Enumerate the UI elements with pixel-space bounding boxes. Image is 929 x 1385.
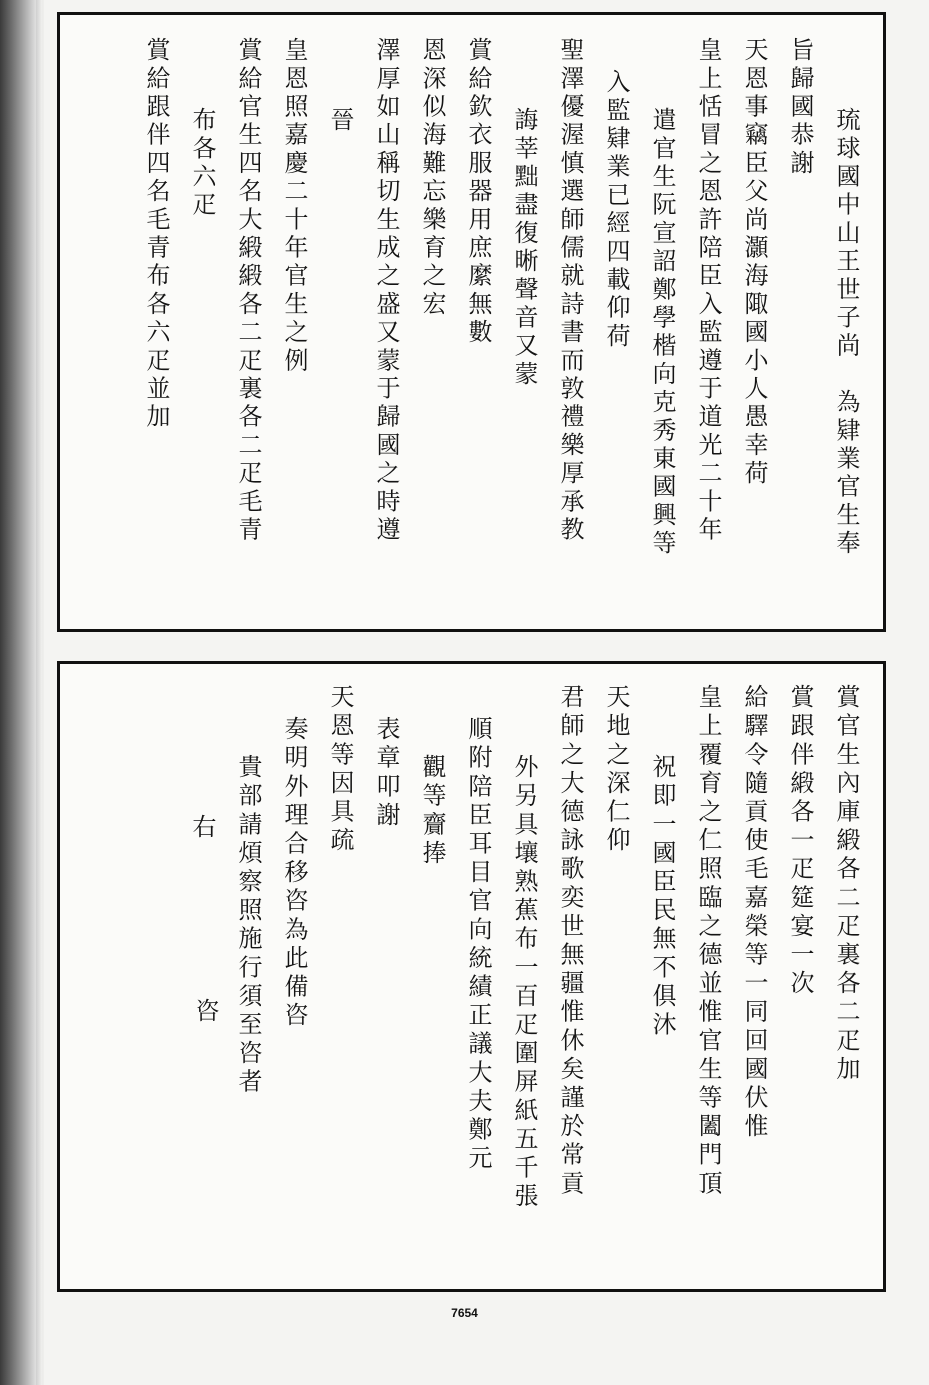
text-column: 布各六疋 bbox=[188, 107, 216, 220]
text-column: 右 bbox=[188, 814, 216, 843]
text-column: 賞給欽衣服器用庶縻無數 bbox=[464, 37, 492, 348]
text-column: 琉球國中山王世子尚 為肄業官生奉 bbox=[832, 107, 860, 559]
text-column: 表章叩謝 bbox=[372, 716, 400, 831]
text-column: 給驛令隨貢使毛嘉榮等一同回國伏惟 bbox=[740, 684, 768, 1142]
text-column: 祝即一國臣民無不俱沐 bbox=[648, 754, 676, 1040]
text-column: 皇上恬冒之恩許陪臣入監遵于道光二十年 bbox=[694, 37, 722, 545]
top-vertical-text bbox=[74, 37, 869, 613]
text-column: 遣官生阮宣詔鄭學楷向克秀東國興等 bbox=[648, 107, 676, 559]
bottom-vertical-text bbox=[74, 684, 869, 1273]
text-column: 恩深似海難忘樂育之宏 bbox=[418, 37, 446, 319]
signature-mark: 咨 bbox=[191, 998, 219, 1022]
text-column: 皇上覆育之仁照臨之德並惟官生等闔門頂 bbox=[694, 684, 722, 1199]
text-column: 天地之深仁仰 bbox=[602, 684, 630, 856]
text-column: 入監肄業已經四載仰荷 bbox=[602, 69, 630, 351]
bottom-document-panel bbox=[57, 661, 886, 1292]
top-document-panel bbox=[57, 12, 886, 632]
binding-edge bbox=[36, 0, 42, 1385]
text-column: 旨歸國恭謝 bbox=[786, 37, 814, 178]
text-column: 皇恩照嘉慶二十年官生之例 bbox=[280, 37, 308, 376]
text-column: 天恩事竊臣父尚灝海陬國小人愚幸荷 bbox=[740, 37, 768, 489]
text-column: 聖澤優渥慎選師儒就詩書而敦禮樂厚承教 bbox=[556, 37, 584, 545]
text-column: 賞跟伴緞各一疋筵宴一次 bbox=[786, 684, 814, 999]
text-column: 奏明外理合移咨為此備咨 bbox=[280, 716, 308, 1031]
text-column: 賞官生內庫緞各二疋裏各二疋加 bbox=[832, 684, 860, 1085]
text-column: 觀等齎捧 bbox=[418, 754, 446, 869]
text-column: 貴部請煩察照施行須至咨者 bbox=[234, 754, 262, 1098]
text-column: 賞給跟伴四名毛青布各六疋並加 bbox=[142, 37, 170, 432]
text-column: 順附陪臣耳目官向統績正議大夫鄭元 bbox=[464, 716, 492, 1174]
text-column: 賞給官生四名大緞緞各二疋裏各二疋毛青 bbox=[234, 37, 262, 545]
text-column: 誨莘黜盡復晰聲音又蒙 bbox=[510, 107, 538, 389]
text-column: 外另具壤熟蕉布一百疋圍屏紙五千張 bbox=[510, 754, 538, 1212]
text-column: 天恩等因具疏 bbox=[326, 684, 354, 856]
text-column: 澤厚如山稱切生成之盛又蒙于歸國之時遵 bbox=[372, 37, 400, 545]
page-number: 7654 bbox=[451, 1306, 478, 1320]
text-column: 君師之大德詠歌奕世無疆惟休矣謹於常貢 bbox=[556, 684, 584, 1199]
text-column: 晉 bbox=[326, 107, 354, 136]
